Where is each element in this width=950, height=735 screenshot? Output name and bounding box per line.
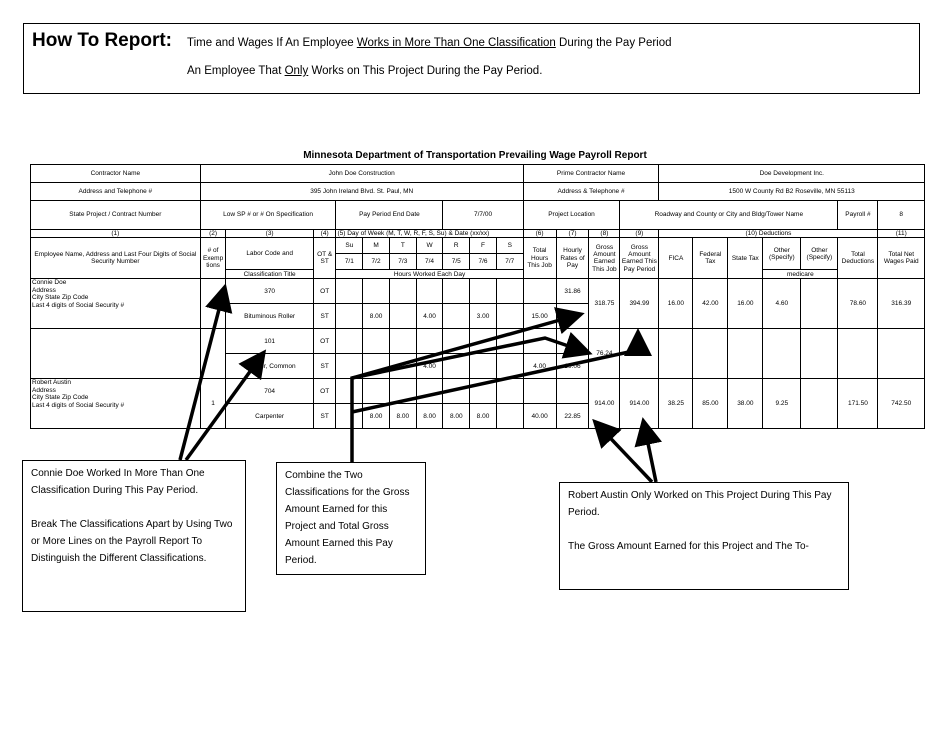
col-num: (9) — [620, 230, 659, 238]
hours-w-robert: 8.00 — [416, 404, 443, 429]
how-to-report-title: How To Report: — [32, 30, 173, 51]
total-deductions-robert: 171.50 — [838, 379, 878, 429]
hours-m-robert: 8.00 — [363, 404, 390, 429]
hours-t-robert: 8.00 — [389, 404, 416, 429]
rate-connie-2: 19.06 — [556, 354, 589, 379]
callout-combine — [276, 462, 426, 575]
arrow-robert-1 — [597, 424, 652, 482]
day-r: R — [443, 238, 470, 254]
ot-label: OT — [313, 329, 336, 354]
date-7-3: 7/3 — [389, 254, 416, 270]
total-deductions-connie: 78.60 — [838, 279, 878, 329]
header-line-1: Time and Wages If An Employee Works in More Than One Classification During the Pay Period — [187, 37, 672, 49]
hours-r-robert: 8.00 — [443, 404, 470, 429]
prime-contractor: Doe Development Inc. — [659, 165, 925, 183]
day-t: T — [389, 238, 416, 254]
fica-connie: 16.00 — [659, 279, 693, 329]
other1-connie: 4.60 — [763, 279, 801, 329]
callout-combine-text: Combine the Two Classifications for the Gross Amount Earned for this Project and Total Gross Amount Earned this Pay Period. — [285, 470, 410, 566]
classification-bituminous-roller: Bituminous Roller — [226, 304, 313, 329]
arrow-connie-1 — [180, 290, 224, 460]
employee-robert-austin: Robert Austin Address City State Zip Code Last 4 digits of Social Security # — [31, 379, 201, 429]
other1-robert: 9.25 — [763, 379, 801, 429]
gross-period-connie: 394.99 — [620, 279, 659, 329]
col-num: (10) Deductions — [659, 230, 878, 238]
payroll-number: 8 — [878, 201, 925, 230]
arrow-combine-3 — [352, 315, 578, 378]
day-s: S — [496, 238, 523, 254]
contractor-address: 395 John Ireland Blvd. St. Paul, MN — [200, 183, 523, 201]
state-header: State Tax — [728, 238, 763, 279]
hours-w-connie-1: 4.00 — [416, 304, 443, 329]
col-num: (2) — [200, 230, 226, 238]
classification-title-header: Classification Title — [226, 270, 313, 279]
date-7-2: 7/2 — [363, 254, 390, 270]
prime-address-label: Address & Telephone # — [523, 183, 659, 201]
project-label: State Project / Contract Number — [31, 201, 201, 230]
labor-code-101: 101 — [226, 329, 313, 354]
employee-connie-doe: Connie Doe Address City State Zip Code Last 4 digits of Social Security # — [31, 279, 201, 329]
prime-contractor-label: Prime Contractor Name — [523, 165, 659, 183]
total-deductions-header: Total Deductions — [838, 238, 878, 279]
callout-connie — [22, 460, 246, 612]
total-hours-connie-2: 4.00 — [523, 354, 556, 379]
hourly-rates-header: Hourly Rates of Pay — [556, 238, 589, 279]
total-hours-robert: 40.00 — [523, 404, 556, 429]
exemptions-robert: 1 — [200, 379, 226, 429]
federal-header: Federal Tax — [693, 238, 728, 279]
labor-code-704: 704 — [226, 379, 313, 404]
contractor-name: John Doe Construction — [200, 165, 523, 183]
date-7-1: 7/1 — [336, 254, 363, 270]
gross-job-robert: 914.00 — [589, 379, 620, 429]
gross-job-connie-1: 318.75 — [589, 279, 620, 329]
net-wages-header: Total Net Wages Paid — [878, 238, 925, 279]
federal-robert: 85.00 — [693, 379, 728, 429]
gross-job-header: Gross Amount Earned This Job — [589, 238, 620, 279]
other1-header: Other (Specify) — [763, 238, 801, 270]
st-label: ST — [313, 354, 336, 379]
st-label: ST — [313, 404, 336, 429]
col-num: (4) — [313, 230, 336, 238]
hours-m-connie-1: 8.00 — [363, 304, 390, 329]
other2-header: Other (Specify) — [801, 238, 838, 270]
callout-connie-text-1: Connie Doe Worked In More Than One Classification During This Pay Period. — [31, 468, 205, 496]
employee-header: Employee Name, Address and Last Four Digits of Social Security Number — [31, 238, 201, 279]
payroll-label: Payroll # — [838, 201, 878, 230]
callout-robert — [559, 482, 849, 590]
classification-laborer-common: Laborer, Common — [226, 354, 313, 379]
medicare-header: medicare — [763, 270, 838, 279]
date-7-6: 7/6 — [470, 254, 497, 270]
callout-connie-text-2: Break The Classifications Apart by Using Two or More Lines on the Payroll Report To Distinguish the Different Classifications. — [31, 519, 233, 564]
gross-period-robert: 914.00 — [620, 379, 659, 429]
state-connie: 16.00 — [728, 279, 763, 329]
col-num: (6) — [523, 230, 556, 238]
state-robert: 38.00 — [728, 379, 763, 429]
col-num: (7) — [556, 230, 589, 238]
st-label: ST — [313, 304, 336, 329]
federal-connie: 42.00 — [693, 279, 728, 329]
date-7-7: 7/7 — [496, 254, 523, 270]
fica-robert: 38.25 — [659, 379, 693, 429]
exemptions-header: # of Exemp tions — [200, 238, 226, 279]
day-m: M — [363, 238, 390, 254]
total-hours-connie-1: 15.00 — [523, 304, 556, 329]
day-w: W — [416, 238, 443, 254]
net-wages-robert: 742.50 — [878, 379, 925, 429]
address-label: Address and Telephone # — [31, 183, 201, 201]
col-num: (5) Day of Week (M, T, W, R, F, S, Su) & Date (xx/xx) — [336, 230, 523, 238]
pay-period: 7/7/00 — [443, 201, 523, 230]
col-num: (8) — [589, 230, 620, 238]
labor-code-370: 370 — [226, 279, 313, 304]
total-hours-header: Total Hours This Job — [523, 238, 556, 279]
ot-st-header: OT & ST — [313, 238, 336, 279]
location-label: Project Location — [523, 201, 620, 230]
day-f: F — [470, 238, 497, 254]
gross-job-connie-2: 76.24 — [589, 329, 620, 379]
net-wages-connie: 316.39 — [878, 279, 925, 329]
col-num: (1) — [31, 230, 201, 238]
rate-robert: 22.85 — [556, 404, 589, 429]
date-7-5: 7/5 — [443, 254, 470, 270]
arrow-combine-2 — [352, 335, 638, 412]
classification-carpenter: Carpenter — [226, 404, 313, 429]
hours-each-day-header: Hours Worked Each Day — [336, 270, 523, 279]
project-number: Low SP # or # On Specification — [200, 201, 336, 230]
labor-code-header: Labor Code and — [226, 238, 313, 270]
prime-address: 1500 W County Rd B2 Roseville, MN 55113 — [659, 183, 925, 201]
hours-f-robert: 8.00 — [470, 404, 497, 429]
exemptions-connie: 2 — [200, 279, 226, 329]
col-num: (11) — [878, 230, 925, 238]
arrow-combine-1 — [352, 338, 586, 462]
callout-robert-text-1: Robert Austin Only Worked on This Project During This Pay Period. — [568, 490, 832, 518]
pay-period-label: Pay Period End Date — [336, 201, 443, 230]
col-num: (3) — [226, 230, 313, 238]
callout-robert-text-2: The Gross Amount Earned for this Project and The To- — [568, 541, 809, 552]
hours-w-connie-2: 4.00 — [416, 354, 443, 379]
ot-label: OT — [313, 279, 336, 304]
project-location: Roadway and County or City and Bldg/Tower Name — [620, 201, 838, 230]
day-su: Su — [336, 238, 363, 254]
date-7-4: 7/4 — [416, 254, 443, 270]
ot-label: OT — [313, 379, 336, 404]
gross-period-header: Gross Amount Earned This Pay Period — [620, 238, 659, 279]
report-title: Minnesota Department of Transportation Prevailing Wage Payroll Report — [303, 150, 647, 161]
arrow-connie-2 — [186, 355, 262, 460]
ot-rate-connie: 31.86 — [556, 279, 589, 304]
header-line-2: An Employee That Only Works on This Project During the Pay Period. — [187, 65, 543, 77]
fica-header: FICA — [659, 238, 693, 279]
contractor-name-label: Contractor Name — [31, 165, 201, 183]
hours-f-connie-1: 3.00 — [470, 304, 497, 329]
